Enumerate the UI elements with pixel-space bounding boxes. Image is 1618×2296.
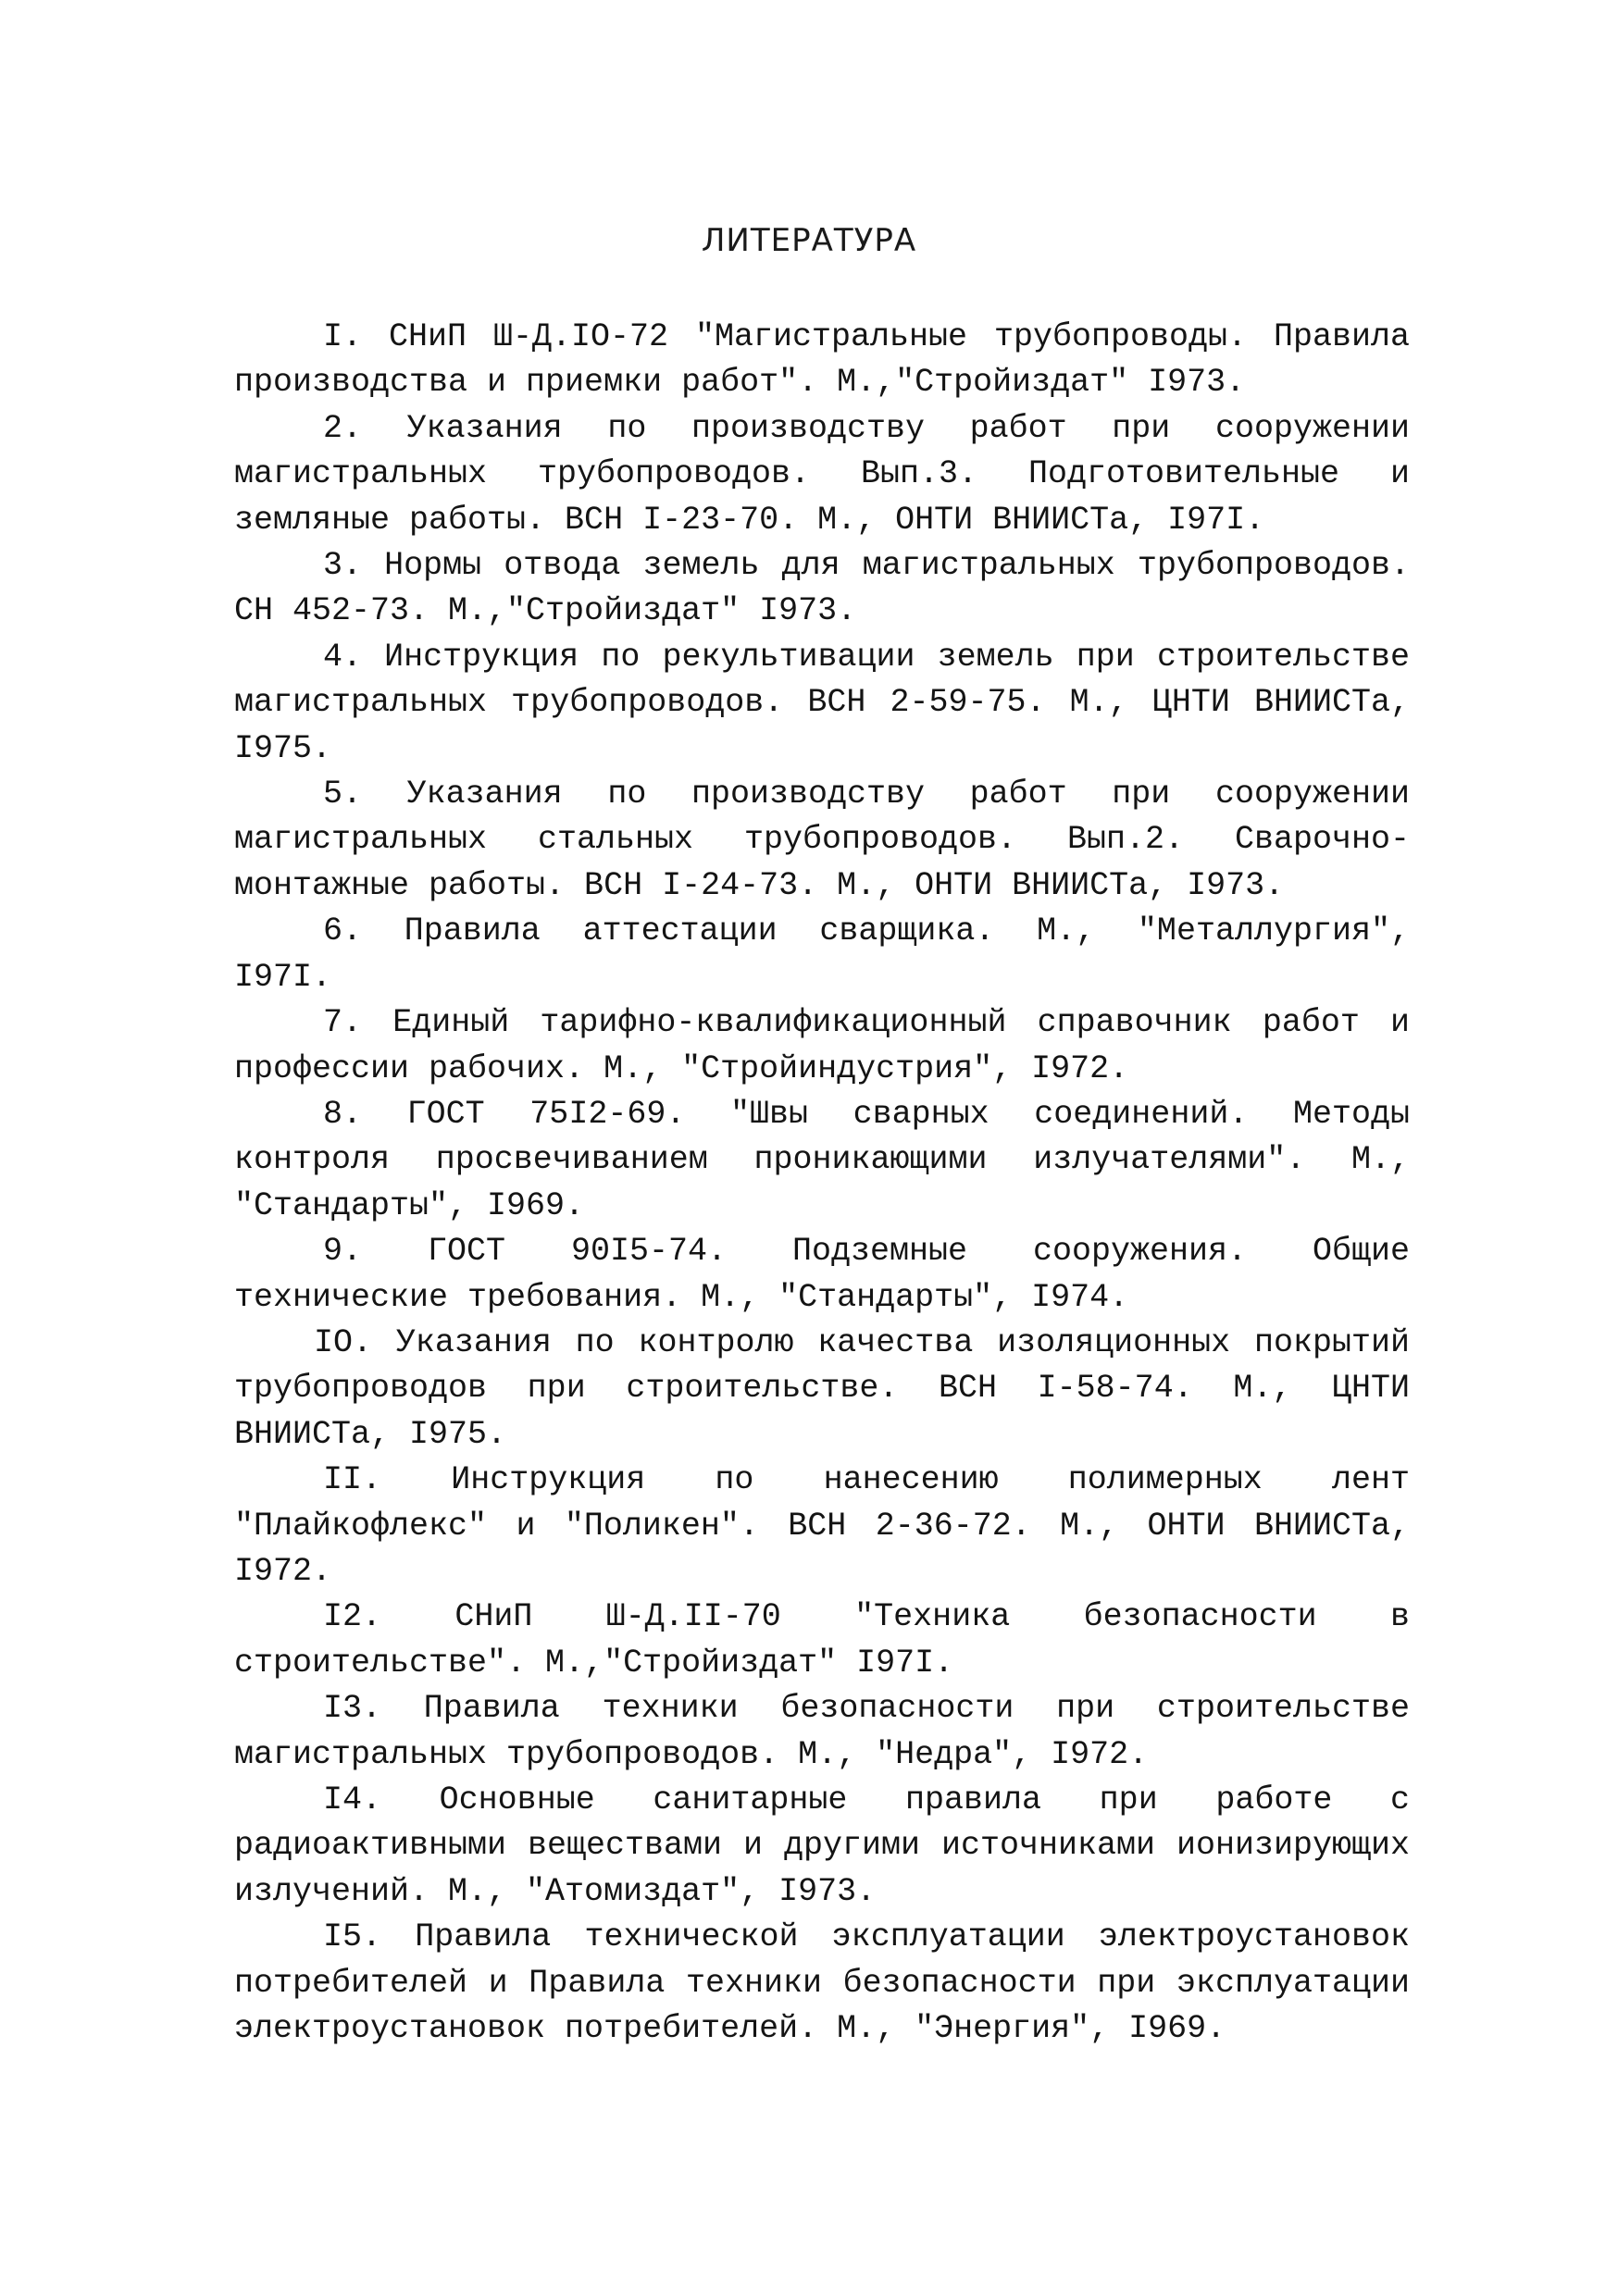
reference-item bbox=[234, 1000, 1410, 1092]
reference-item bbox=[234, 909, 1410, 1000]
reference-item bbox=[234, 1229, 1410, 1321]
reference-text: Инструкция по нанесению полимерных лент "Плайкофлекс" и "Поликен". ВСН 2-36-72. М., ОНТИ ВНИИСТа, I972. bbox=[234, 1461, 1410, 1590]
reference-text: СНиП Ш-Д.II-70 "Техника безопасности в строительстве". М.,"Стройиздат" I97I. bbox=[234, 1598, 1410, 1682]
reference-text: СНиП Ш-Д.IO-72 "Магистральные трубопроводы. Правила производства и приемки работ". М.,"Стройиздат" I973. bbox=[234, 318, 1410, 402]
reference-text: Указания по производству работ при сооружении магистральных стальных трубопроводов. Вып.2. Сварочно-монтажные работы. ВСН I-24-73. М., ОНТИ ВНИИСТа, I973. bbox=[234, 776, 1410, 904]
reference-number: I4. bbox=[323, 1781, 382, 1818]
reference-item bbox=[234, 1321, 1410, 1458]
page-title: ЛИТЕРАТУРА bbox=[701, 222, 917, 259]
reference-number: 3. bbox=[323, 547, 363, 585]
reference-number: IO. bbox=[314, 1323, 373, 1361]
reference-text: ГОСТ 75I2-69. "Швы сварных соединений. Методы контроля просвечиванием проникающими излучателями". М., "Стандарты", I969. bbox=[234, 1095, 1410, 1224]
reference-text: Основные санитарные правила при работе с радиоактивными веществами и другими источниками ионизирующих излучений. М., "Атомиздат", I973. bbox=[234, 1781, 1410, 1910]
reference-number: II. bbox=[323, 1461, 382, 1499]
reference-item bbox=[234, 1778, 1410, 1915]
reference-item bbox=[234, 772, 1410, 909]
reference-item bbox=[234, 543, 1410, 635]
reference-item bbox=[234, 315, 1410, 406]
reference-item bbox=[234, 1595, 1410, 1686]
reference-item bbox=[234, 1686, 1410, 1778]
reference-text: Правила аттестации сварщика. М., "Металлургия", I97I. bbox=[234, 912, 1410, 996]
reference-text: Указания по производству работ при сооружении магистральных трубопроводов. Вып.3. Подготовительные и земляные работы. ВСН I-23-70. М., ОНТИ ВНИИСТа, I97I. bbox=[234, 409, 1410, 539]
reference-item bbox=[234, 406, 1410, 543]
reference-text: Единый тарифно-квалификационный справочник работ и профессии рабочих. М., "Стройиндустрия", I972. bbox=[234, 1004, 1410, 1087]
reference-text: Нормы отвода земель для магистральных трубопроводов. СН 452-73. М.,"Стройиздат" I973. bbox=[234, 547, 1410, 630]
reference-number: 6. bbox=[323, 912, 363, 950]
reference-item bbox=[234, 1092, 1410, 1229]
reference-number: I. bbox=[323, 318, 363, 355]
reference-item bbox=[234, 1915, 1410, 2052]
reference-number: 8. bbox=[323, 1095, 363, 1133]
reference-text: Указания по контролю качества изоляционных покрытий трубопроводов при строительстве. ВСН I-58-74. М., ЦНТИ ВНИИСТа, I975. bbox=[234, 1323, 1410, 1453]
reference-list bbox=[234, 315, 1410, 2052]
reference-number: I3. bbox=[323, 1690, 382, 1728]
reference-number: 7. bbox=[323, 1004, 363, 1042]
reference-text: ГОСТ 90I5-74. Подземные сооружения. Общие технические требования. М., "Стандарты", I974. bbox=[234, 1233, 1411, 1316]
reference-item bbox=[234, 635, 1410, 772]
reference-number: I2. bbox=[323, 1598, 382, 1636]
reference-text: Правила технической эксплуатации электроустановок потребителей и Правила техники безопасности при эксплуатации электроустановок потребителей. М., "Энергия", I969. bbox=[234, 1918, 1410, 2048]
reference-text: Инструкция по рекультивации земель при строительстве магистральных трубопроводов. ВСН 2-59-75. М., ЦНТИ ВНИИСТа, I975. bbox=[234, 638, 1410, 767]
reference-number: I5. bbox=[323, 1918, 382, 1956]
reference-item bbox=[234, 1458, 1410, 1595]
reference-number: 5. bbox=[323, 776, 363, 813]
reference-number: 9. bbox=[323, 1233, 363, 1271]
reference-text: Правила техники безопасности при строительстве магистральных трубопроводов. М., "Недра", I972. bbox=[234, 1690, 1410, 1773]
reference-number: 2. bbox=[323, 409, 363, 447]
reference-number: 4. bbox=[323, 638, 363, 676]
